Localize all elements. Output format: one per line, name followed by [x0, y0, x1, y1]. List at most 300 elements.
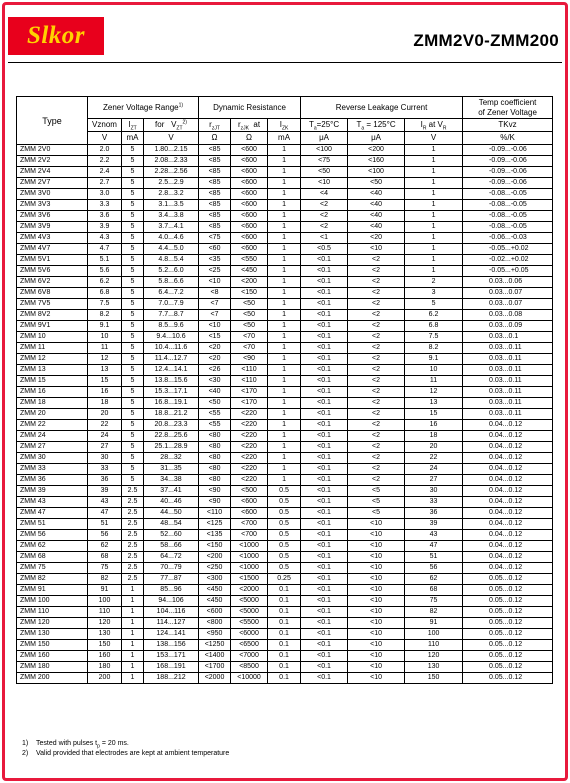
cell-rzjt: <10 — [199, 321, 231, 332]
cell-ir-25c: <0.1 — [301, 343, 348, 354]
cell-izt: 5 — [122, 189, 144, 200]
cell-ir-25c: <0.1 — [301, 332, 348, 343]
cell-izk: 0.5 — [268, 508, 301, 519]
cell-rzjk: <50 — [231, 321, 268, 332]
footnote-2: 2) Valid provided that electrodes are kept at ambient temperature — [22, 750, 230, 757]
header-leakage-group: Reverse Leakage Current — [301, 97, 463, 119]
cell-rzjk: <70 — [231, 343, 268, 354]
cell-rzjk: <170 — [231, 387, 268, 398]
cell-ir-125c: <2 — [348, 475, 405, 486]
cell-tkvz: 0.03...0.11 — [463, 354, 553, 365]
cell-ir-125c: <2 — [348, 409, 405, 420]
cell-vzt-range: 114...127 — [144, 618, 199, 629]
table-row — [17, 266, 553, 277]
table-row — [17, 343, 553, 354]
cell-vznom: 130 — [88, 629, 122, 640]
table-row — [17, 530, 553, 541]
cell-rzjt: <800 — [199, 618, 231, 629]
cell-tkvz: -0.08...-0.05 — [463, 189, 553, 200]
cell-vznom: 30 — [88, 453, 122, 464]
cell-ir-25c: <0.1 — [301, 475, 348, 486]
cell-izt: 5 — [122, 409, 144, 420]
table-row — [17, 607, 553, 618]
cell-vr: 1 — [405, 266, 463, 277]
cell-ir-125c: <10 — [348, 519, 405, 530]
cell-vr: 1 — [405, 211, 463, 222]
cell-rzjk: <150 — [231, 288, 268, 299]
cell-rzjk: <600 — [231, 167, 268, 178]
cell-ir-125c: <5 — [348, 508, 405, 519]
table-row — [17, 629, 553, 640]
cell-tkvz: 0.03...0.09 — [463, 321, 553, 332]
table-row — [17, 431, 553, 442]
cell-type: ZMM 5V1 — [17, 255, 88, 266]
cell-ir-25c: <1 — [301, 233, 348, 244]
cell-vr: 7.5 — [405, 332, 463, 343]
cell-rzjk: <10000 — [231, 673, 268, 684]
cell-vzt-range: 34...38 — [144, 475, 199, 486]
cell-rzjt: <15 — [199, 332, 231, 343]
cell-izk: 0.1 — [268, 651, 301, 662]
cell-tkvz: -0.05...+0.05 — [463, 266, 553, 277]
cell-ir-125c: <2 — [348, 354, 405, 365]
cell-type: ZMM 68 — [17, 552, 88, 563]
cell-tkvz: -0.08...-0.05 — [463, 200, 553, 211]
cell-ir-125c: <2 — [348, 398, 405, 409]
footnotes — [22, 739, 229, 759]
cell-izt: 2.5 — [122, 530, 144, 541]
cell-vzt-range: 2.5...2.9 — [144, 178, 199, 189]
cell-rzjt: <135 — [199, 530, 231, 541]
cell-vznom: 27 — [88, 442, 122, 453]
cell-vzt-range: 6.4...7.2 — [144, 288, 199, 299]
cell-vr: 3 — [405, 288, 463, 299]
table-row — [17, 288, 553, 299]
table-row — [17, 640, 553, 651]
table-row — [17, 145, 553, 156]
cell-vr: 18 — [405, 431, 463, 442]
cell-izt: 5 — [122, 277, 144, 288]
cell-vzt-range: 40...46 — [144, 497, 199, 508]
cell-tkvz: 0.04...0.12 — [463, 420, 553, 431]
cell-ir-125c: <2 — [348, 277, 405, 288]
cell-rzjk: <500 — [231, 486, 268, 497]
cell-type: ZMM 24 — [17, 431, 88, 442]
cell-tkvz: 0.03...0.06 — [463, 277, 553, 288]
cell-izt: 5 — [122, 222, 144, 233]
cell-rzjt: <1250 — [199, 640, 231, 651]
cell-vzt-range: 9.4...10.6 — [144, 332, 199, 343]
table-row — [17, 222, 553, 233]
cell-vzt-range: 7.0...7.9 — [144, 299, 199, 310]
cell-izt: 5 — [122, 354, 144, 365]
cell-vr: 20 — [405, 442, 463, 453]
cell-izt: 5 — [122, 365, 144, 376]
cell-vr: 1 — [405, 244, 463, 255]
table-row — [17, 662, 553, 673]
cell-vr: 91 — [405, 618, 463, 629]
cell-izt: 5 — [122, 145, 144, 156]
cell-vznom: 51 — [88, 519, 122, 530]
unit-izt: mA — [122, 132, 144, 145]
cell-ir-125c: <2 — [348, 420, 405, 431]
cell-tkvz: 0.04...0.12 — [463, 497, 553, 508]
cell-rzjk: <700 — [231, 530, 268, 541]
cell-rzjt: <30 — [199, 376, 231, 387]
cell-vr: 11 — [405, 376, 463, 387]
cell-rzjt: <250 — [199, 563, 231, 574]
cell-vr: 6.8 — [405, 321, 463, 332]
cell-type: ZMM 36 — [17, 475, 88, 486]
cell-vr: 82 — [405, 607, 463, 618]
cell-ir-25c: <0.1 — [301, 442, 348, 453]
cell-ir-125c: <10 — [348, 574, 405, 585]
cell-izk: 1 — [268, 211, 301, 222]
cell-rzjt: <450 — [199, 596, 231, 607]
cell-ir-125c: <100 — [348, 167, 405, 178]
cell-rzjt: <110 — [199, 508, 231, 519]
cell-ir-125c: <2 — [348, 299, 405, 310]
cell-vznom: 2.7 — [88, 178, 122, 189]
brand-logo — [8, 17, 104, 55]
cell-vr: 1 — [405, 255, 463, 266]
cell-type: ZMM 22 — [17, 420, 88, 431]
cell-ir-125c: <10 — [348, 651, 405, 662]
cell-vr: 10 — [405, 365, 463, 376]
cell-rzjk: <5000 — [231, 607, 268, 618]
cell-izk: 0.5 — [268, 486, 301, 497]
cell-tkvz: 0.04...0.12 — [463, 453, 553, 464]
cell-type: ZMM 100 — [17, 596, 88, 607]
cell-rzjk: <600 — [231, 156, 268, 167]
cell-vzt-range: 37...41 — [144, 486, 199, 497]
header-ir: $I_R$ at $V_R$ — [405, 119, 463, 132]
cell-vzt-range: 3.1...3.5 — [144, 200, 199, 211]
cell-rzjk: <1000 — [231, 552, 268, 563]
cell-tkvz: -0.09...-0.06 — [463, 167, 553, 178]
cell-rzjk: <110 — [231, 376, 268, 387]
cell-vzt-range: 4.8...5.4 — [144, 255, 199, 266]
cell-rzjk: <600 — [231, 497, 268, 508]
cell-ir-125c: <2 — [348, 255, 405, 266]
cell-ir-125c: <2 — [348, 387, 405, 398]
cell-rzjk: <6500 — [231, 640, 268, 651]
cell-izk: 0.5 — [268, 541, 301, 552]
cell-ir-125c: <10 — [348, 596, 405, 607]
cell-vzt-range: 153...171 — [144, 651, 199, 662]
cell-tkvz: 0.03...0.11 — [463, 398, 553, 409]
cell-type: ZMM 180 — [17, 662, 88, 673]
unit-vzt: V — [144, 132, 199, 145]
cell-vznom: 91 — [88, 585, 122, 596]
cell-rzjt: <80 — [199, 453, 231, 464]
cell-izk: 1 — [268, 442, 301, 453]
cell-rzjt: <80 — [199, 475, 231, 486]
cell-type: ZMM 150 — [17, 640, 88, 651]
cell-vr: 13 — [405, 398, 463, 409]
table-row — [17, 409, 553, 420]
table-row — [17, 244, 553, 255]
cell-rzjk: <2000 — [231, 585, 268, 596]
cell-vzt-range: 58...66 — [144, 541, 199, 552]
cell-type: ZMM 51 — [17, 519, 88, 530]
cell-ir-125c: <5 — [348, 486, 405, 497]
cell-ir-25c: <0.1 — [301, 640, 348, 651]
cell-rzjt: <10 — [199, 277, 231, 288]
cell-ir-125c: <2 — [348, 453, 405, 464]
cell-rzjt: <20 — [199, 343, 231, 354]
cell-ir-125c: <2 — [348, 332, 405, 343]
cell-vzt-range: 8.5...9.6 — [144, 321, 199, 332]
cell-ir-25c: <0.1 — [301, 464, 348, 475]
table-row — [17, 442, 553, 453]
unit-vznom: V — [88, 132, 122, 145]
cell-vznom: 2.2 — [88, 156, 122, 167]
cell-ir-125c: <40 — [348, 189, 405, 200]
cell-izt: 2.5 — [122, 497, 144, 508]
cell-vzt-range: 12.4...14.1 — [144, 365, 199, 376]
cell-vzt-range: 94...106 — [144, 596, 199, 607]
cell-ir-125c: <2 — [348, 365, 405, 376]
table-row — [17, 365, 553, 376]
cell-vr: 1 — [405, 222, 463, 233]
cell-rzjt: <80 — [199, 442, 231, 453]
cell-izk: 1 — [268, 310, 301, 321]
cell-izt: 5 — [122, 376, 144, 387]
cell-type: ZMM 16 — [17, 387, 88, 398]
cell-rzjt: <20 — [199, 354, 231, 365]
cell-vznom: 82 — [88, 574, 122, 585]
cell-vzt-range: 5.2...6.0 — [144, 266, 199, 277]
cell-vznom: 180 — [88, 662, 122, 673]
cell-izk: 1 — [268, 189, 301, 200]
cell-ir-125c: <40 — [348, 211, 405, 222]
cell-vzt-range: 4.0...4.6 — [144, 233, 199, 244]
header-rzjk: $r_{zJK}$ at — [231, 119, 268, 132]
cell-vr: 110 — [405, 640, 463, 651]
cell-tkvz: 0.03...0.11 — [463, 365, 553, 376]
cell-rzjk: <600 — [231, 145, 268, 156]
cell-ir-25c: <0.1 — [301, 376, 348, 387]
cell-izk: 1 — [268, 365, 301, 376]
cell-rzjk: <90 — [231, 354, 268, 365]
cell-vzt-range: 28...32 — [144, 453, 199, 464]
header-dynamic-group: Dynamic Resistance — [199, 97, 301, 119]
cell-izk: 1 — [268, 464, 301, 475]
cell-type: ZMM 200 — [17, 673, 88, 684]
cell-rzjt: <85 — [199, 167, 231, 178]
cell-tkvz: 0.04...0.12 — [463, 431, 553, 442]
cell-vznom: 56 — [88, 530, 122, 541]
table-row — [17, 420, 553, 431]
table-row — [17, 541, 553, 552]
cell-vr: 1 — [405, 178, 463, 189]
cell-izk: 1 — [268, 453, 301, 464]
cell-izt: 5 — [122, 167, 144, 178]
cell-vznom: 120 — [88, 618, 122, 629]
cell-ir-25c: <0.1 — [301, 497, 348, 508]
cell-vzt-range: 2.08...2.33 — [144, 156, 199, 167]
cell-vznom: 5.1 — [88, 255, 122, 266]
header-rzjt: $r_{zJT}$ — [199, 119, 231, 132]
cell-ir-25c: <0.1 — [301, 563, 348, 574]
cell-izk: 0.5 — [268, 519, 301, 530]
cell-ir-25c: <0.1 — [301, 486, 348, 497]
cell-type: ZMM 43 — [17, 497, 88, 508]
cell-ir-25c: <0.1 — [301, 365, 348, 376]
cell-izk: 0.1 — [268, 607, 301, 618]
cell-type: ZMM 6V2 — [17, 277, 88, 288]
cell-vznom: 160 — [88, 651, 122, 662]
cell-rzjt: <7 — [199, 299, 231, 310]
cell-rzjt: <35 — [199, 255, 231, 266]
header-tkvz: TKvz — [463, 119, 553, 132]
cell-izt: 2.5 — [122, 574, 144, 585]
cell-rzjk: <600 — [231, 244, 268, 255]
cell-rzjk: <600 — [231, 222, 268, 233]
cell-izt: 5 — [122, 420, 144, 431]
table-row — [17, 574, 553, 585]
cell-vzt-range: 5.8...6.6 — [144, 277, 199, 288]
cell-vzt-range: 44...50 — [144, 508, 199, 519]
cell-izk: 1 — [268, 156, 301, 167]
cell-type: ZMM 11 — [17, 343, 88, 354]
cell-rzjt: <55 — [199, 409, 231, 420]
cell-rzjk: <600 — [231, 178, 268, 189]
cell-izt: 5 — [122, 310, 144, 321]
cell-ir-125c: <40 — [348, 200, 405, 211]
cell-ir-125c: <10 — [348, 585, 405, 596]
cell-tkvz: 0.05...0.12 — [463, 585, 553, 596]
cell-izt: 5 — [122, 398, 144, 409]
cell-rzjt: <80 — [199, 464, 231, 475]
cell-ir-125c: <50 — [348, 178, 405, 189]
table-row — [17, 497, 553, 508]
cell-type: ZMM 9V1 — [17, 321, 88, 332]
cell-izt: 2.5 — [122, 563, 144, 574]
cell-type: ZMM 3V9 — [17, 222, 88, 233]
cell-ir-25c: <0.1 — [301, 673, 348, 684]
cell-izt: 1 — [122, 662, 144, 673]
header-vzt: for $V_{ZT}^{2)}$ — [144, 119, 199, 132]
cell-type: ZMM 160 — [17, 651, 88, 662]
cell-type: ZMM 2V7 — [17, 178, 88, 189]
cell-rzjk: <220 — [231, 409, 268, 420]
table-body — [17, 145, 553, 684]
header-vznom: Vznom — [88, 119, 122, 132]
table-row — [17, 299, 553, 310]
cell-type: ZMM 3V0 — [17, 189, 88, 200]
cell-rzjt: <90 — [199, 497, 231, 508]
cell-tkvz: -0.06...-0.03 — [463, 233, 553, 244]
cell-rzjt: <150 — [199, 541, 231, 552]
cell-rzjk: <700 — [231, 519, 268, 530]
cell-vzt-range: 25.1...28.9 — [144, 442, 199, 453]
cell-ir-25c: <0.1 — [301, 398, 348, 409]
cell-rzjt: <1700 — [199, 662, 231, 673]
table-row — [17, 651, 553, 662]
cell-vzt-range: 31...35 — [144, 464, 199, 475]
cell-ir-125c: <2 — [348, 431, 405, 442]
cell-vr: 6.2 — [405, 310, 463, 321]
cell-rzjt: <40 — [199, 387, 231, 398]
cell-izk: 1 — [268, 398, 301, 409]
cell-type: ZMM 56 — [17, 530, 88, 541]
cell-izk: 1 — [268, 178, 301, 189]
cell-type: ZMM 13 — [17, 365, 88, 376]
cell-ir-125c: <5 — [348, 497, 405, 508]
cell-izt: 1 — [122, 651, 144, 662]
cell-vznom: 3.3 — [88, 200, 122, 211]
cell-vzt-range: 11.4...12.7 — [144, 354, 199, 365]
cell-rzjt: <85 — [199, 211, 231, 222]
cell-vzt-range: 64...72 — [144, 552, 199, 563]
cell-vznom: 62 — [88, 541, 122, 552]
cell-vr: 100 — [405, 629, 463, 640]
cell-tkvz: 0.04...0.12 — [463, 508, 553, 519]
cell-ir-25c: <0.1 — [301, 277, 348, 288]
cell-type: ZMM 2V2 — [17, 156, 88, 167]
logo-text: Slkor — [26, 22, 86, 49]
cell-vznom: 2.0 — [88, 145, 122, 156]
cell-ir-25c: <0.1 — [301, 585, 348, 596]
cell-ir-25c: <0.1 — [301, 508, 348, 519]
cell-vr: 1 — [405, 233, 463, 244]
cell-vr: 130 — [405, 662, 463, 673]
cell-type: ZMM 62 — [17, 541, 88, 552]
cell-ir-125c: <2 — [348, 343, 405, 354]
cell-rzjk: <600 — [231, 508, 268, 519]
cell-izt: 5 — [122, 343, 144, 354]
cell-type: ZMM 2V0 — [17, 145, 88, 156]
cell-vznom: 100 — [88, 596, 122, 607]
cell-ir-125c: <10 — [348, 618, 405, 629]
cell-rzjk: <220 — [231, 442, 268, 453]
cell-vr: 12 — [405, 387, 463, 398]
table-row — [17, 277, 553, 288]
cell-ir-125c: <10 — [348, 673, 405, 684]
cell-vznom: 47 — [88, 508, 122, 519]
cell-type: ZMM 75 — [17, 563, 88, 574]
cell-vznom: 8.2 — [88, 310, 122, 321]
header-tempco-group: Temp coefficient of Zener Voltage — [463, 97, 553, 119]
cell-rzjt: <75 — [199, 233, 231, 244]
cell-ir-125c: <10 — [348, 563, 405, 574]
cell-ir-125c: <10 — [348, 244, 405, 255]
cell-ir-125c: <2 — [348, 376, 405, 387]
cell-rzjk: <200 — [231, 277, 268, 288]
cell-vzt-range: 13.8...15.6 — [144, 376, 199, 387]
header-zener-group: Zener Voltage Range$^{1)}$ — [88, 97, 199, 119]
cell-vzt-range: 20.8...23.3 — [144, 420, 199, 431]
cell-vzt-range: 138...156 — [144, 640, 199, 651]
cell-vznom: 3.0 — [88, 189, 122, 200]
cell-vr: 62 — [405, 574, 463, 585]
cell-type: ZMM 130 — [17, 629, 88, 640]
cell-vzt-range: 1.80...2.15 — [144, 145, 199, 156]
cell-rzjk: <450 — [231, 266, 268, 277]
cell-rzjk: <5500 — [231, 618, 268, 629]
cell-rzjt: <950 — [199, 629, 231, 640]
cell-ir-125c: <10 — [348, 541, 405, 552]
cell-vzt-range: 4.4...5.0 — [144, 244, 199, 255]
cell-izk: 1 — [268, 200, 301, 211]
cell-vzt-range: 70...79 — [144, 563, 199, 574]
cell-vznom: 24 — [88, 431, 122, 442]
cell-ir-25c: <0.1 — [301, 662, 348, 673]
cell-rzjt: <600 — [199, 607, 231, 618]
cell-tkvz: 0.04...0.12 — [463, 442, 553, 453]
